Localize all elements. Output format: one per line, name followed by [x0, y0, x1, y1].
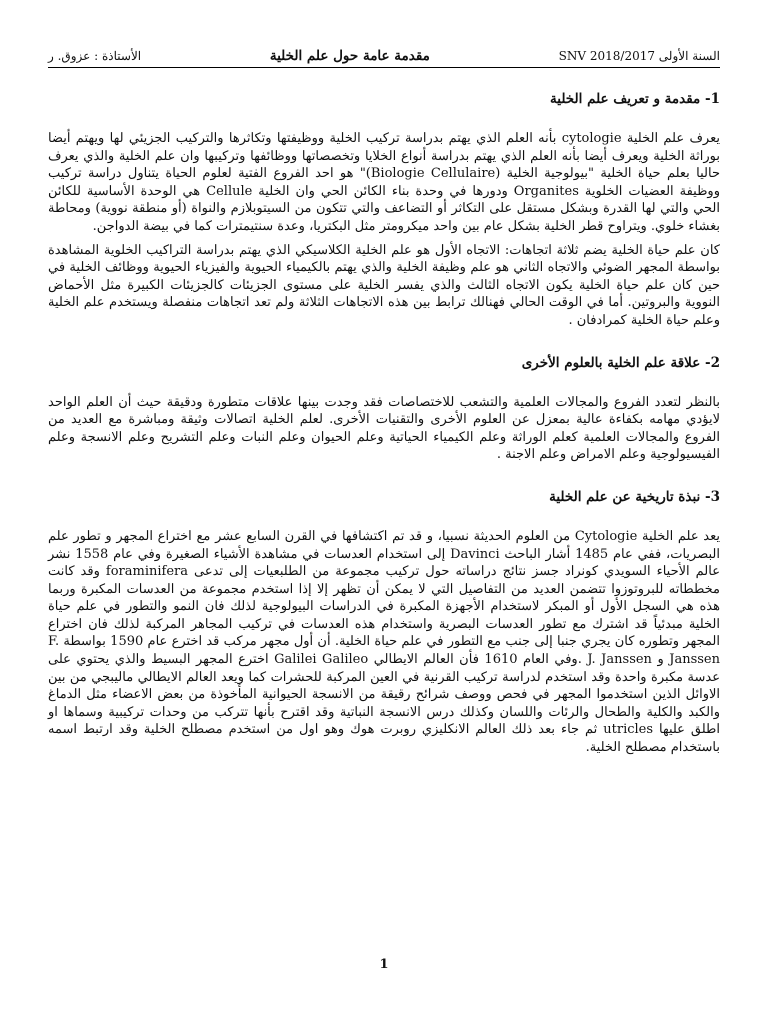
paragraph-intro-1: يعرف علم الخلية cytologie بأنه العلم الذي يهتم بدراسة تركيب الخلية ووظيفتها وتكاثرها والتركيب الجزيئي لها ويهتم أيضا بوراثة الخلية ويعرف أيضا بأنه العلم الذي يهتم بدراسة أنواع الخلايا وتخصصاتها ووظائفها وتركيبها وان علم الخلية والذي يعرف حاليا بعلم حياة الخلية "بيولوجية الخلية (Biologie Cellulaire)" هو احد الفروع الفتية لعلوم الحياة يتناول دراسة تركيب ووظيفة العضيات الخلوية Organites ودورها في وحدة بناء الكائن الحي وان الخلية Cellule هي الوحدة الأساسية للكائن الحي والتي لها القدرة وبشكل مستقل على التكاثر أو التضاعف والتي تتكون من السيتوبلازم والنواة (أو منطقة نووية) ومحاطة بغشاء خلوي. ويتراوح قطر الخلية بشكل عام بين واحد ميكرومتر مثل البكتريا، وعدة سنتيمترات كما في بيضة الدواجن. — [48, 131, 720, 234]
paragraph-history: يعد علم الخلية Cytologie من العلوم الحديثة نسبيا، و قد تم اكتشافها في القرن السابع عشر مع اختراع المجهر و تطور علم البصريات، ففي عام 1485 أشار الباحث Davinci إلى استخدام العدسات في مشاهدة الأشياء الصغيرة وفي عام 1558 نشر عالم الأحياء السويدي كونراد جسز نتائج دراساته حول تركيب مجموعة من الطلبعيات إلى تدعى foraminifera وقد كانت مخططاته للبروتوزوا تتضمن العديد من التفاصيل التي لا يمكن أن تظهر إلا إذا استخدم مجموعة من العدسات المكبرة وربما هذه هي السجل الأول أو المبكر لاستخدام الأجهزة المكبرة في الدراسات البيولوجية لذلك فان النمو والتطور في علم حياة الخلية مبدئياً قد اشترك مع تطور العدسات البصرية واستخدام هذه العدسات في تركيب المجاهر المركبة لذلك فان اختراع المجهر وتطوره كان يجري جنبا إلى جنب مع التطور في علم حياة الخلية. أن أول مجهر مركب قد اخترع عام 1590 بواسطة F. Janssen و J. Janssen .وفي العام 1610 فأن العالم الايطالي Galilei Galileo اخترع المجهر البسيط والذي يحتوي على عدسة مكبرة واحدة وقد استخدم لدراسة تركيب القرنية في العين المركبة للحشرات كما ويعد العالم الايطالي ماليبجي من بين الاوائل الذين استخدموا المجهر في فحص ووصف شرائح رقيقة من الانسجة الحيوانية المأخوذة من بعض الاعضاء مثل الدماغ والكبد والكلية والطحال والرئات واللسان وكذلك درس الانسجة النباتية وقد اقترح بأنها تتركب من وحدات تركيبية وسماها او اطلق عليها utricles ثم جاء بعد ذلك العالم الانكليزي روبرت هوك وهو اول من استخدم مصطلح الخلية وقد ارتبط اسمه باستخدام مصطلح الخلية. — [48, 528, 720, 756]
page-number: 1 — [379, 957, 389, 972]
section-title-relations: 2- علاقة علم الخلية بالعلوم الأخرى — [521, 354, 720, 371]
page-header — [48, 38, 720, 68]
document-body — [48, 90, 720, 763]
header-title: مقدمة عامة حول علم الخلية — [269, 48, 430, 64]
header-teacher: الأستاذة : عزوق. ر — [48, 49, 142, 63]
paragraph-relations: بالنظر لتعدد الفروع والمجالات العلمية والتشعب للاختصاصات فقد وجدت بينها علاقات متطورة ودقيقة حيث أن العلم الواحد لايؤدي مهامه بكفاءة عالية بمعزل عن العلوم الأخرى والتقنيات الأخرى. لعلم الخلية اتصالات وثيقة ومباشرة مع العديد من الفروع والمجالات العلمية كعلم الوراثة وعلم الكيمياء الحياتية وعلم الحيوان وعلم النبات وعلم التشريح وعلم الانسجة وعلم الفيسيولوجية وعلم الامراض وعلم الاجنة . — [48, 394, 720, 463]
section-title-history: 3- نبذة تاريخية عن علم الخلية — [549, 488, 720, 505]
section-title-intro: 1- مقدمة و تعريف علم الخلية — [550, 91, 720, 107]
paragraph-intro-2: كان علم حياة الخلية يضم ثلاثة اتجاهات: الاتجاه الأول هو علم الخلية الكلاسيكي الذي يهتم بدراسة التراكيب الخلوية المشاهدة بواسطة المجهر الضوئي والاتجاه الثاني هو علم وظيفة الخلية والذي يهتم بالكيمياء الحيوية والفيزياء الحيوية ووظائف الخلية في حين كان علم حياة الخلية يكون الاتجاه الثالث والذي يفسر الخلية على مستوى الجزيئات كالجزيئات الكبيرة مثل الأحماض النووية والبروتين. أما في الوقت الحالي فهنالك ترابط بين هذه الاتجاهات الثلاثة ولم تعد اتجاهات منفصلة ويستخدم علم الخلية وعلم حياة الخلية كمرادفان . — [48, 242, 720, 328]
header-year: السنة الأولى SNV 2018/2017 — [558, 49, 720, 63]
